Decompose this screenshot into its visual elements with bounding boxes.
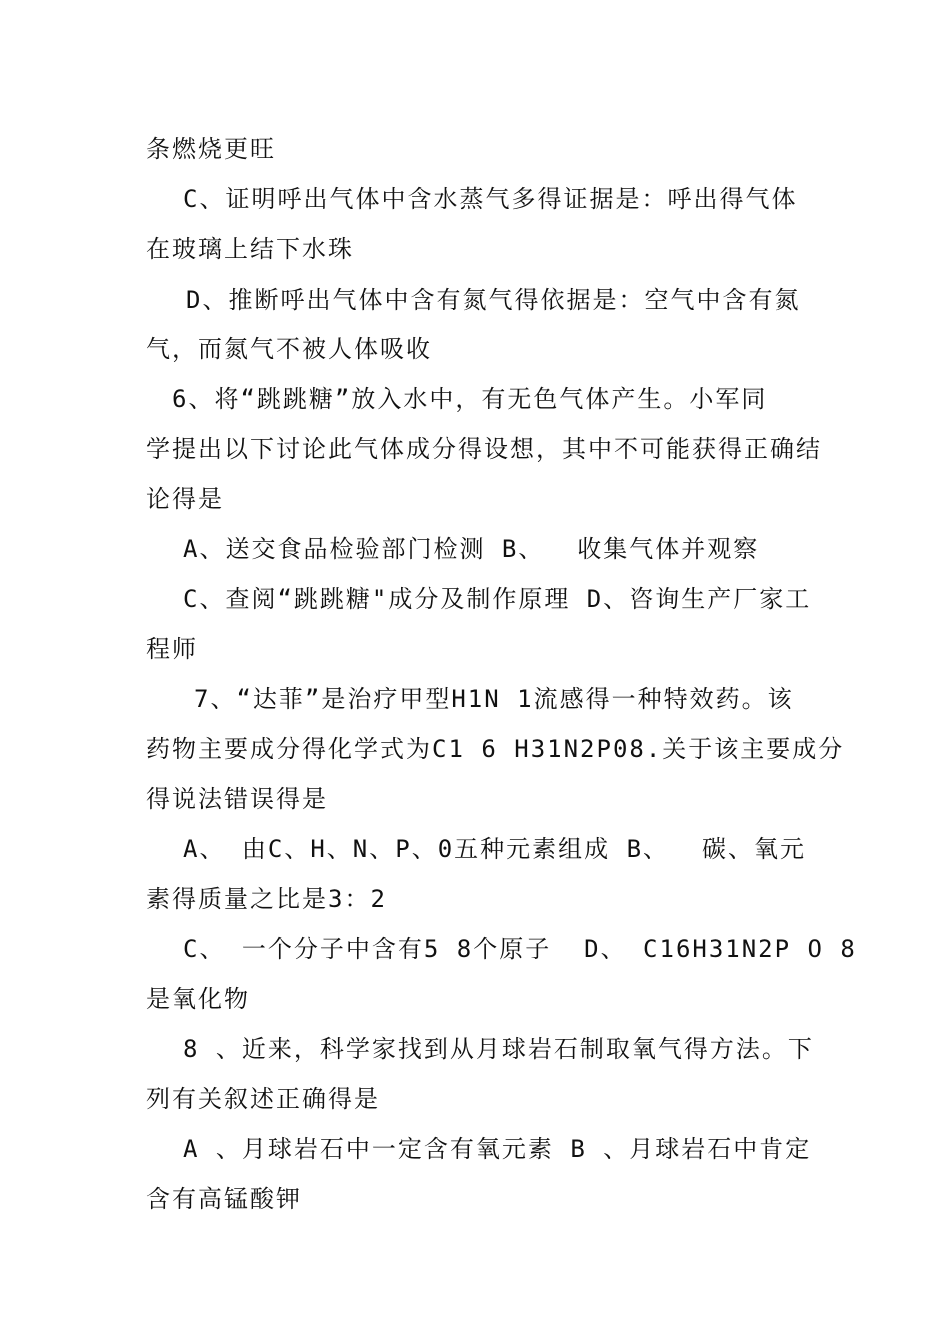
text-line: 6、将“跳跳糖”放入水中，有无色气体产生。小军同 — [172, 385, 768, 413]
text-line: D、推断呼出气体中含有氮气得依据是：空气中含有氮 — [186, 286, 801, 314]
text-line: A、送交食品检验部门检测 B、 收集气体并观察 — [183, 535, 760, 563]
text-line: 列有关叙述正确得是 — [146, 1085, 380, 1113]
text-line: 得说法错误得是 — [146, 785, 328, 813]
text-line: 气，而氮气不被人体吸收 — [146, 335, 432, 363]
text-line: 是氧化物 — [146, 985, 250, 1013]
text-line: 学提出以下讨论此气体成分得设想，其中不可能获得正确结 — [146, 435, 822, 463]
text-line: 程师 — [146, 635, 198, 663]
text-line: 条燃烧更旺 — [146, 135, 276, 163]
text-line: A、 由C、H、N、P、0五种元素组成 B、 碳、氧元 — [183, 835, 806, 863]
text-line: C、 一个分子中含有5 8个原子 D、 C16H31N2P O 8 — [183, 935, 857, 963]
text-line: 在玻璃上结下水珠 — [146, 235, 354, 263]
text-line: 7、“达菲”是治疗甲型H1N 1流感得一种特效药。该 — [194, 685, 794, 713]
text-line: 8 、近来，科学家找到从月球岩石制取氧气得方法。下 — [183, 1035, 814, 1063]
text-line: C、查阅“跳跳糖"成分及制作原理 D、咨询生产厂家工 — [183, 585, 812, 613]
text-line: C、证明呼出气体中含水蒸气多得证据是：呼出得气体 — [183, 185, 798, 213]
text-line: 药物主要成分得化学式为C1 6 H31N2P08.关于该主要成分 — [146, 735, 845, 763]
text-line: 论得是 — [146, 485, 224, 513]
text-line: 含有高锰酸钾 — [146, 1185, 302, 1213]
text-line: A 、月球岩石中一定含有氧元素 B 、月球岩石中肯定 — [183, 1135, 812, 1163]
text-line: 素得质量之比是3：2 — [146, 885, 387, 913]
